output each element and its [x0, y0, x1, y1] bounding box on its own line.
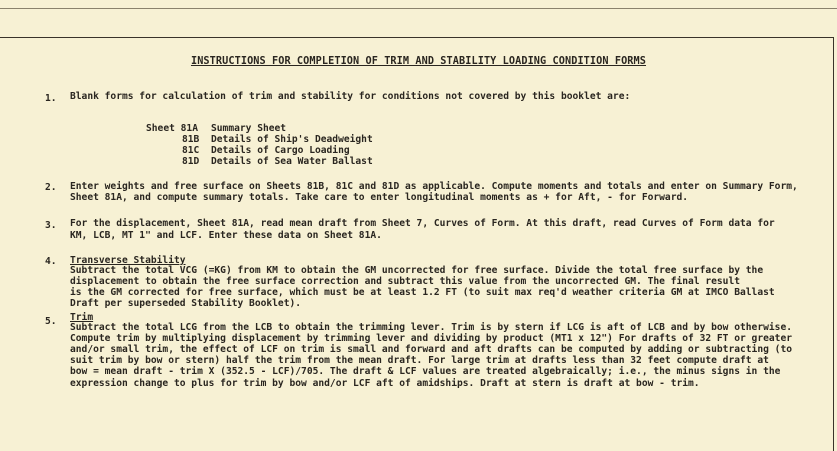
- sheet-81a-desc: Summary Sheet: [211, 123, 287, 134]
- item3-line: For the displacement, Sheet 81A, read mean draft from Sheet 7, Curves of Form. At this draft, read Curves of Form data for: [70, 218, 775, 229]
- sheet-81c-code: 81C: [182, 145, 200, 156]
- sheet-81d-code: 81D: [182, 156, 200, 167]
- page-title: INSTRUCTIONS FOR COMPLETION OF TRIM AND STABILITY LOADING CONDITION FORMS: [190, 56, 647, 67]
- item5-line: Subtract the total LCG from the LCB to obtain the trimming lever. Trim is by stern if LCG is aft of LCB and by bow otherwise.: [70, 322, 792, 333]
- item1-text: Blank forms for calculation of trim and stability for conditions not covered by this booklet are:: [70, 91, 631, 102]
- item5-number: 5.: [45, 316, 57, 327]
- item3-line: KM, LCB, MT 1" and LCF. Enter these data on Sheet 81A.: [70, 230, 382, 241]
- item4-heading: Transverse Stability: [70, 255, 186, 266]
- item5-line: Compute trim by multiplying displacement by trimming lever and dividing by product (MT1 x 12") For drafts of 32 FT or greater: [70, 333, 792, 344]
- item5-line: and/or small trim, the effect of LCF on trim is small and forward and aft drafts can be computed by adding or subtracting (to: [70, 344, 792, 355]
- item4-line: Draft per superseded Stability Booklet).: [70, 298, 302, 309]
- sheet-81d-desc: Details of Sea Water Ballast: [211, 156, 373, 167]
- sheet-81a-code: Sheet 81A: [146, 123, 198, 134]
- item1-number: 1.: [45, 93, 57, 104]
- item4-line: Subtract the total VCG (=KG) from KM to obtain the GM uncorrected for free surface. Divide the total free surface by the: [70, 265, 764, 276]
- sheet-81c-desc: Details of Cargo Loading: [211, 145, 350, 156]
- item4-line: is the GM corrected for free surface, which must be at least 1.2 FT (to suit max req'd weather criteria GM at IMCO Ballast: [70, 287, 775, 298]
- item4-line: displacement to obtain the free surface correction and subtract this value from the uncorrected GM. The final result: [70, 276, 741, 287]
- item4-number: 4.: [45, 256, 57, 267]
- item2-line: Enter weights and free surface on Sheets 81B, 81C and 81D as applicable. Compute moments and totals and enter on Summary Form,: [70, 181, 798, 192]
- item5-line: bow = mean draft - trim X (352.5 - LCF)/705. The draft & LCF values are treated algebraically; i.e., the minus signs in the: [70, 366, 781, 377]
- item3-number: 3.: [45, 220, 57, 231]
- item5-heading: Trim: [70, 312, 94, 323]
- sheet-81b-code: 81B: [182, 134, 200, 145]
- item5-line: suit trim by bow or stern) half the trim from the mean draft. For large trim at drafts less than 32 feet compute draft at: [70, 355, 769, 366]
- item2-number: 2.: [45, 182, 57, 193]
- sheet-81b-desc: Details of Ship's Deadweight: [211, 134, 373, 145]
- top-rule: [0, 0, 837, 9]
- item2-line: Sheet 81A, and compute summary totals. Take care to enter longitudinal moments as + for Aft, - for Forward.: [70, 192, 689, 203]
- item5-line: expression change to plus for trim by bow and/or LCF aft of amidships. Draft at stern is draft at bow - trim.: [70, 378, 700, 389]
